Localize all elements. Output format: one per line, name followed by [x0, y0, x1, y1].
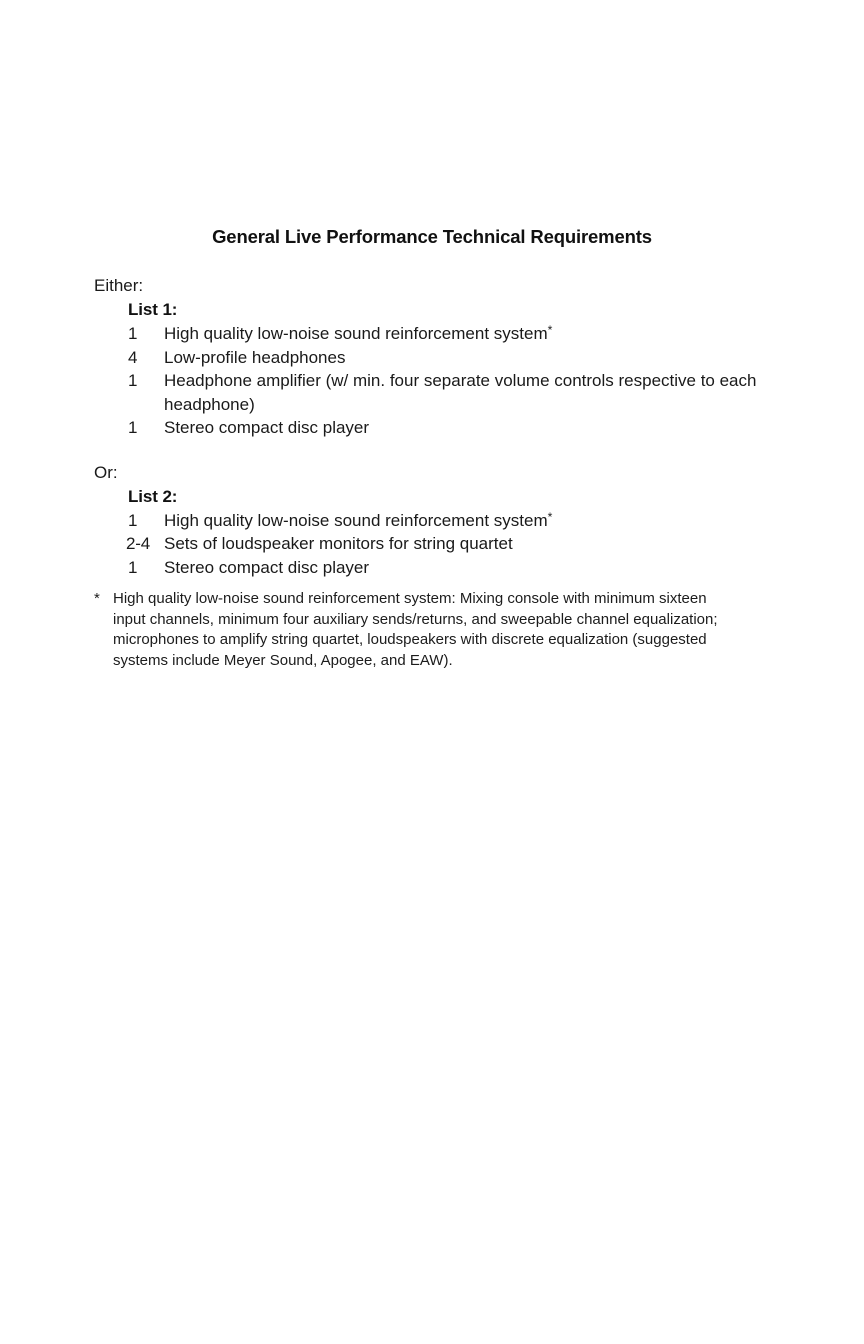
footnote-text: High quality low-noise sound reinforcement system: Mixing console with minimum sixteen input channels, minimum four auxiliary sends/returns, and sweepable channel equalization; microphones to amplify string quartet, loudspeakers with discrete equalization (suggested systems include Meyer Sound, Apogee, and EAW).	[113, 590, 718, 669]
item-description	[164, 416, 794, 440]
list-1-heading: List 1:	[128, 300, 178, 319]
item-description-text: Low-profile headphones	[164, 347, 346, 367]
item-quantity: 1	[128, 371, 138, 390]
list-item	[128, 322, 794, 346]
list-2-group	[128, 485, 794, 580]
item-quantity: 2-4	[126, 534, 150, 553]
list-item	[128, 369, 794, 416]
requirements-section-1	[94, 274, 794, 440]
item-description	[164, 509, 794, 533]
item-quantity: 4	[128, 347, 138, 367]
item-description	[164, 556, 794, 580]
footnote-reference-icon: *	[547, 322, 553, 337]
item-description-text: Sets of loudspeaker monitors for string quartet	[164, 534, 513, 553]
footnote-reference-icon: *	[547, 509, 553, 524]
item-description-text: Stereo compact disc player	[164, 418, 370, 437]
item-description	[164, 369, 794, 416]
item-description-text: High quality low-noise sound reinforcement system	[164, 324, 548, 343]
section-conjunction-or: Or:	[94, 462, 118, 482]
requirements-section-2	[94, 461, 794, 580]
footnote-marker-icon: *	[94, 590, 100, 607]
footnote	[94, 589, 734, 671]
item-quantity: 1	[128, 557, 138, 577]
item-description-text: Headphone amplifier (w/ min. four separate volume controls respective to each headphone)	[164, 371, 757, 414]
requirements-body	[94, 274, 794, 579]
list-item	[128, 346, 794, 370]
list-item	[128, 556, 794, 580]
item-quantity: 1	[128, 510, 138, 530]
item-description-text: Stereo compact disc player	[164, 557, 370, 577]
page-title: General Live Performance Technical Requirements	[212, 226, 652, 247]
section-spacer	[94, 440, 794, 461]
list-item	[128, 532, 794, 556]
item-description	[164, 532, 794, 556]
list-item	[128, 509, 794, 533]
list-2-heading: List 2:	[128, 486, 178, 506]
item-quantity: 1	[128, 418, 138, 437]
list-1-group	[128, 298, 794, 440]
item-description	[164, 346, 794, 370]
item-description-text: High quality low-noise sound reinforcement system	[164, 510, 548, 530]
item-quantity: 1	[128, 324, 138, 343]
list-item	[128, 416, 794, 440]
section-conjunction-either: Either:	[94, 276, 144, 295]
item-description	[164, 322, 794, 346]
